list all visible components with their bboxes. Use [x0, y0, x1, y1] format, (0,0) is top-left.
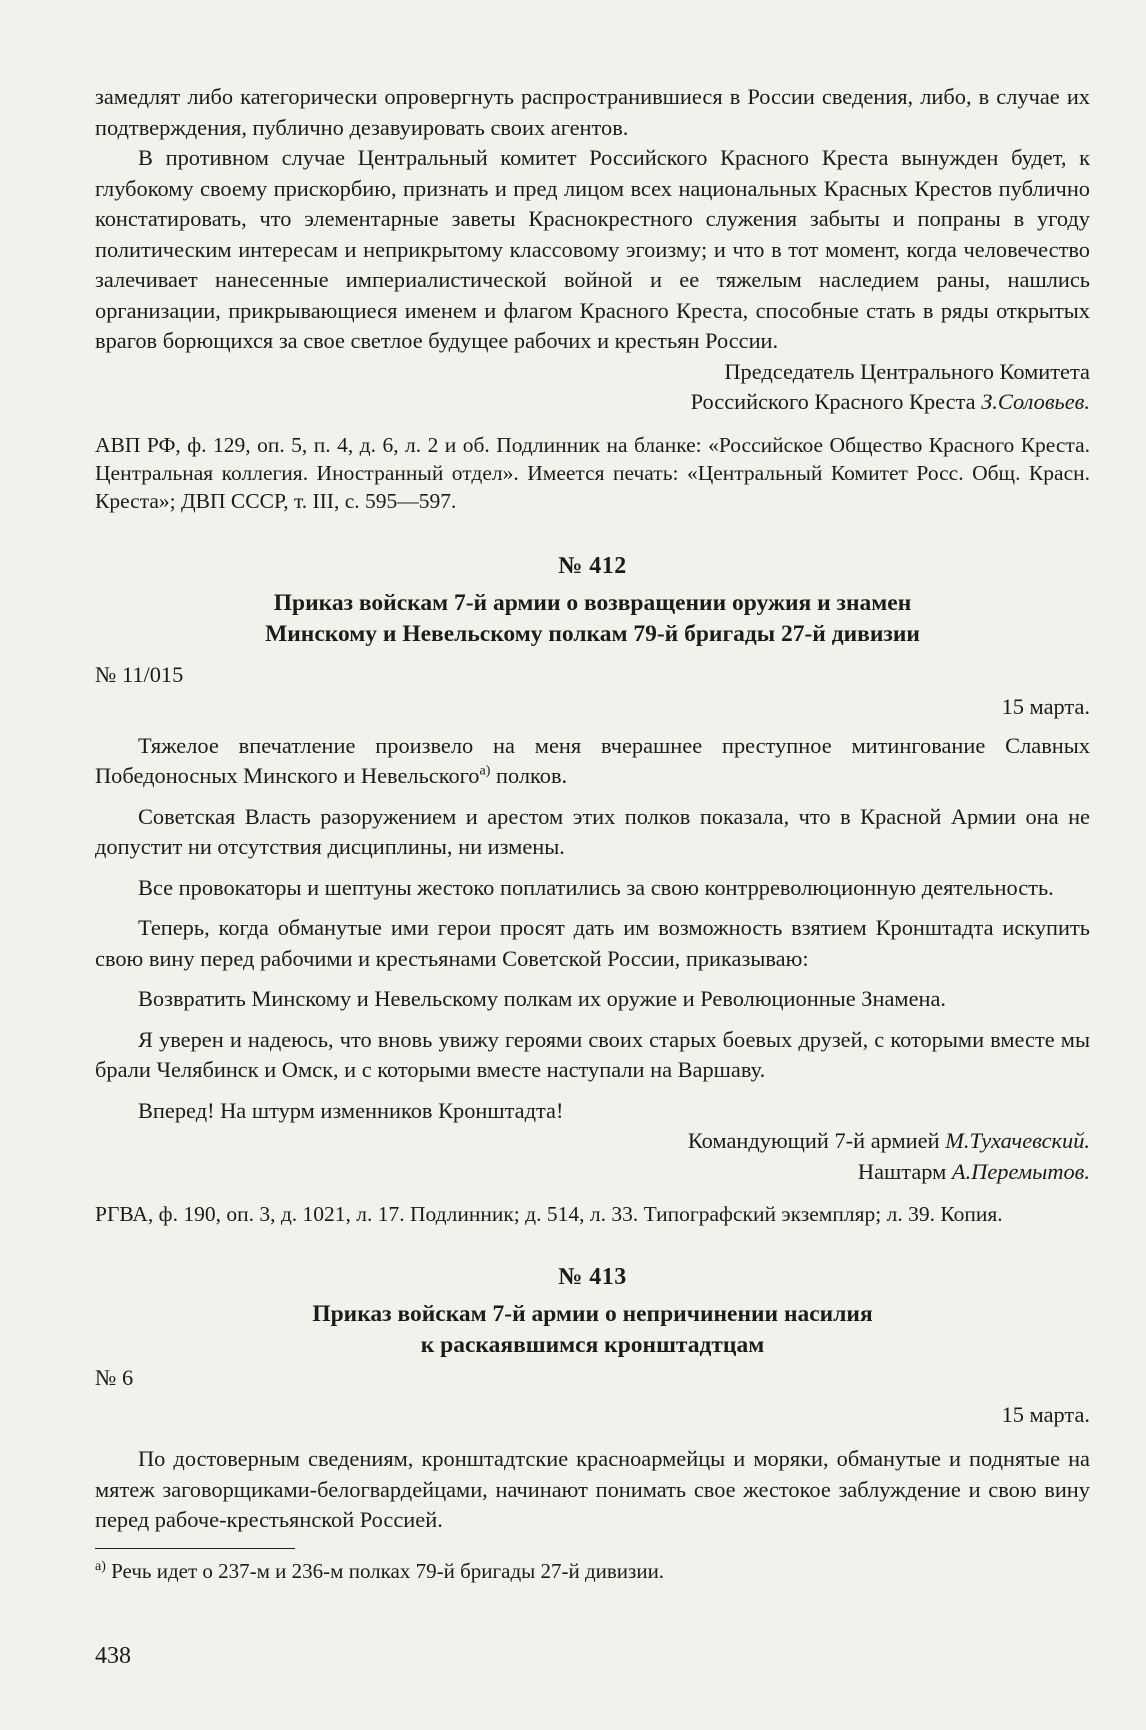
doc-413-order-number: № 6 — [95, 1365, 134, 1390]
doc-412-number: № 412 — [558, 552, 627, 579]
signature-role: Наштарм — [857, 1158, 947, 1184]
doc-412-title-line-1: Приказ войскам 7-й армии о возвращении оружия и знамен — [273, 589, 912, 616]
doc-413-paragraph-1: По достоверным сведениям, кронштадтские красноармейцы и моряки, обманутые и поднятые на мятеж заговорщиками-белогвардейцами, начинают понимать свое жестокое заблуждение и свою вину перед рабоче-крестьянской Россией. — [95, 1446, 1090, 1532]
signature-name: М.Тухачевский. — [945, 1128, 1090, 1153]
footnote-marker: а) — [479, 763, 491, 779]
signature-role: Российского Красного Креста — [690, 389, 976, 414]
footnote-text: Речь идет о 237-м и 236-м полках 79-й бригады 27-й дивизии. — [111, 1558, 665, 1583]
paragraph-text: Тяжелое впечатление произвело на меня вчерашнее преступное митингование Славных Победоносных Минского и Невельского — [95, 732, 1090, 788]
doc-412-date: 15 марта. — [1001, 694, 1090, 719]
doc-413-title-line-1: Приказ войскам 7-й армии о непричинении насилия — [312, 1301, 873, 1327]
doc-413-title-line-2: к раскаявшимся кронштадтцам — [420, 1332, 765, 1358]
signature-name: А.Перемытов. — [951, 1158, 1090, 1184]
footnote — [95, 1557, 1090, 1585]
prev-doc-source-note: АВП РФ, ф. 129, оп. 5, п. 4, д. 6, л. 2 и об. Подлинник на бланке: «Российское Общество Красного Креста. Центральная коллегия. Иностранный отдел». Имеется печать: «Центральный Комитет Росс. Общ. Красн. Креста»; ДВП СССР, т. III, с. 595—597. — [95, 432, 1090, 513]
doc-412-signature-2 — [95, 1157, 1090, 1188]
signature-name: З.Соловьев. — [981, 389, 1090, 414]
doc-412-paragraph-4: Теперь, когда обманутые ими герои просят дать им возможность взятием Кронштадта искупить свою вину перед рабочими и крестьянами Советской России, приказываю: — [95, 915, 1090, 971]
prev-doc-signature-line-2 — [95, 387, 1090, 418]
page-number: 438 — [95, 1643, 131, 1669]
prev-doc-paragraph-2: В противном случае Центральный комитет Российского Красного Креста вынужден будет, к глубокому своему прискорбию, признать и пред лицом всех национальных Красных Крестов публично констатировать, что элементарные заветы Краснокрестного служения забыты и попраны в угоду политическим интересам и неприкрытому классовому эгоизму; и что в тот момент, когда человечество залечивает нанесенные империалистической войной и ее тяжелым наследием раны, нашлись организации, прикрывающиеся именем и флагом Красного Креста, способные стать в ряды открытых врагов борющихся за свое светлое будущее рабочих и крестьян России. — [95, 145, 1090, 353]
footnote-divider — [95, 1548, 295, 1549]
doc-413-date: 15 марта. — [1001, 1401, 1090, 1427]
doc-412-paragraph-6: Я уверен и надеюсь, что вновь увижу героями своих старых боевых друзей, с которыми вместе мы брали Челябинск и Омск, и с которыми вместе наступали на Варшаву. — [95, 1026, 1090, 1082]
page-body — [95, 82, 1090, 1585]
doc-412-paragraph-5: Возвратить Минскому и Невельскому полкам их оружие и Революционные Знамена. — [138, 986, 947, 1011]
doc-412-paragraph-7: Вперед! На штурм изменников Кронштадта! — [138, 1097, 564, 1123]
prev-doc-paragraph-1: замедлят либо категорически опровергнуть распространившиеся в России сведения, либо, в случае их подтверждения, публично дезавуировать своих агентов. — [95, 84, 1090, 140]
signature-role: Командующий 7-й армией — [687, 1128, 940, 1153]
doc-412-source-note: РГВА, ф. 190, оп. 3, д. 1021, л. 17. Подлинник; д. 514, л. 33. Типографский экземпляр; л. 39. Копия. — [95, 1202, 1003, 1226]
doc-412-order-number: № 11/015 — [95, 661, 184, 687]
paragraph-text-end: полков. — [490, 763, 568, 788]
doc-412-signature-1 — [95, 1126, 1090, 1157]
doc-412-paragraph-3: Все провокаторы и шептуны жестоко поплатились за свою контрреволюционную деятельность. — [138, 874, 1054, 900]
prev-doc-signature-line-1: Председатель Центрального Комитета — [724, 358, 1090, 384]
footnote-mark: а) — [95, 1558, 106, 1574]
doc-412-paragraph-2: Советская Власть разоружением и арестом этих полков показала, что в Красной Армии она не допустит ни отсутствия дисциплины, ни измены. — [95, 803, 1090, 859]
doc-412-paragraph-1 — [95, 731, 1090, 792]
doc-412-title-line-2: Минскому и Невельскому полкам 79-й бригады 27-й дивизии — [265, 620, 920, 647]
doc-413-number: № 413 — [558, 1264, 627, 1290]
